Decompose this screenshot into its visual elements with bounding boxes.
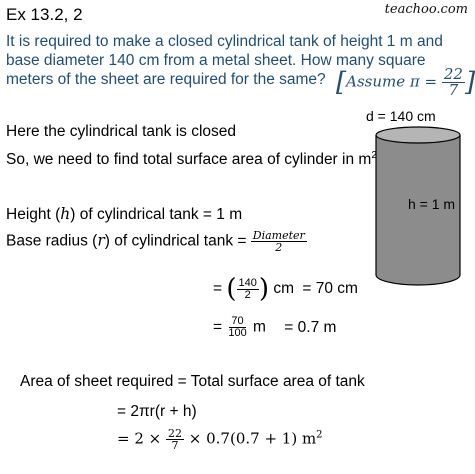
tsa-text: So, we need to find total surface area of cylinder in m: [6, 151, 372, 169]
radius-numerator: Diameter: [252, 229, 305, 242]
tsa-superscript: 2: [371, 150, 377, 161]
formula-line: = 2πr(r + h): [117, 403, 197, 420]
step1-result: = 70 cm: [302, 280, 358, 298]
assume-fraction: [442, 67, 465, 98]
cylinder-top: [376, 127, 460, 143]
assume-note: [336, 67, 475, 98]
step1-equals: =: [213, 280, 223, 298]
assume-numerator: 22: [443, 65, 463, 83]
radius-statement: [6, 230, 307, 253]
radius-prefix: Base radius (: [6, 232, 98, 250]
assume-label: Assume π =: [346, 72, 438, 91]
calc-denominator: 7: [171, 439, 179, 452]
height-statement: [6, 205, 242, 224]
assume-denominator: 7: [448, 81, 459, 99]
assume-bracket-right: ]: [464, 67, 475, 98]
radius-variable: r: [97, 231, 105, 250]
step1-denominator: 2: [244, 288, 251, 301]
step2-equals: =: [213, 318, 223, 336]
step2-unit: m: [253, 318, 266, 336]
area-statement: Area of sheet required = Total surface area of tank: [20, 373, 365, 390]
step1-unit: cm: [273, 280, 295, 298]
step2-denominator: 100: [228, 327, 247, 339]
assume-bracket-left: [: [336, 67, 347, 98]
exercise-title: Ex 13.2, 2: [6, 5, 83, 24]
step2-numerator: 70: [231, 315, 244, 327]
height-label: h = 1 m: [408, 196, 456, 212]
step1-fraction: [237, 278, 259, 301]
question-line-2: base diameter 140 cm from a metal sheet. How many square: [6, 52, 426, 69]
tsa-statement: [6, 150, 377, 169]
calc-superscript: 2: [316, 429, 323, 441]
diameter-label: d = 140 cm: [366, 108, 436, 124]
calc-suffix: × 0.7(0.7 + 1) m: [188, 429, 317, 448]
closed-statement: Here the cylindrical tank is closed: [6, 123, 237, 140]
step2-result: = 0.7 m: [284, 318, 337, 336]
brand-logo: teachoo.com: [384, 2, 468, 17]
radius-denominator: 2: [275, 241, 283, 254]
height-variable: h: [60, 205, 71, 223]
calc-fraction: [166, 428, 184, 451]
radius-fraction: [251, 230, 307, 253]
height-prefix: Height (: [6, 206, 61, 223]
calc-line: [117, 428, 323, 451]
step2-line: [213, 316, 336, 339]
step2-fraction: [226, 316, 248, 339]
calc-prefix: = 2 ×: [117, 429, 162, 448]
step1-numerator: 140: [238, 276, 257, 289]
radius-suffix: ) of cylindrical tank =: [104, 232, 247, 250]
step1-paren-left: (: [226, 274, 237, 304]
question-line-1: It is required to make a closed cylindrical tank of height 1 m and: [6, 33, 443, 50]
calc-numerator: 22: [168, 427, 182, 440]
step1-paren-right: ): [258, 274, 270, 304]
height-suffix: ) of cylindrical tank = 1 m: [70, 206, 243, 223]
question-line-3: meters of the sheet are required for the same?: [6, 71, 326, 88]
step1-line: [213, 276, 358, 302]
